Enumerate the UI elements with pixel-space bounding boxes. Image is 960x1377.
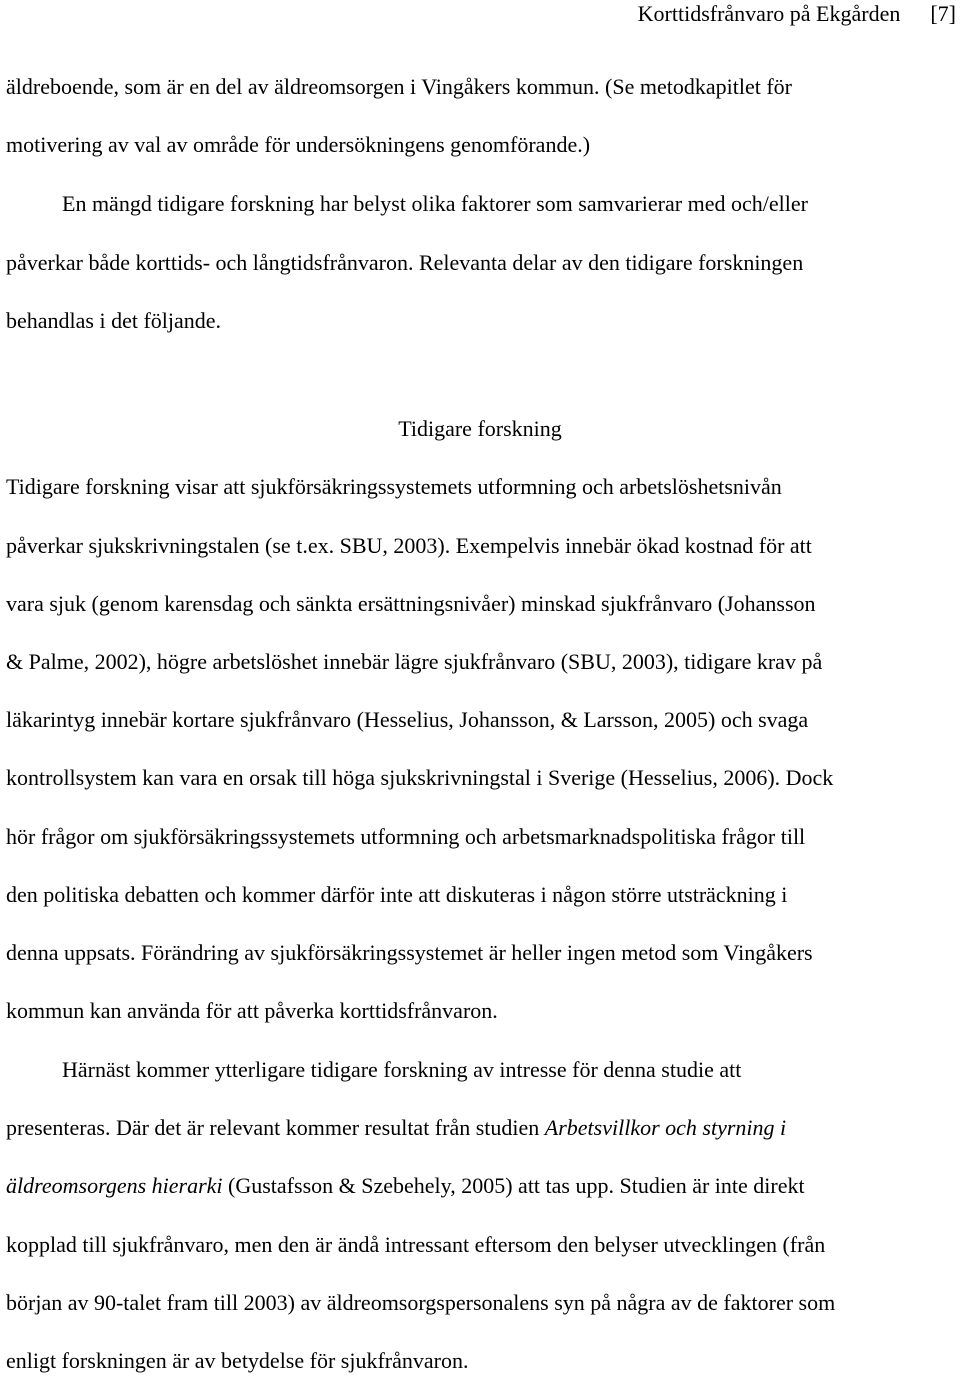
text-line: Tidigare forskning visar att sjukförsäkringssystemets utformning och arbetslöshetsnivån: [6, 474, 782, 499]
text-line: påverkar sjukskrivningstalen (se t.ex. SBU, 2003). Exempelvis innebär ökad kostnad för att: [6, 533, 812, 558]
text-line: [6, 1171, 805, 1201]
text-line: enligt forskningen är av betydelse för sjukfrånvaron.: [6, 1348, 469, 1373]
text-line: kontrollsystem kan vara en orsak till höga sjukskrivningstal i Sverige (Hesselius, 2006). Dock: [6, 765, 834, 790]
text-segment: (Gustafsson & Szebehely, 2005) att tas upp. Studien är inte direkt: [222, 1173, 805, 1198]
text-line: den politiska debatten och kommer därför inte att diskuteras i någon större utsträckning i: [6, 882, 788, 907]
page-number: [7]: [930, 1, 956, 26]
text-line: hör frågor om sjukförsäkringssystemets utformning och arbetsmarknadspolitiska frågor till: [6, 824, 806, 849]
text-segment: presenteras. Där det är relevant kommer resultat från studien: [6, 1115, 545, 1140]
study-title-part-2: äldreomsorgens hierarki: [6, 1173, 223, 1198]
study-title-part-1: Arbetsvillkor och styrning i: [544, 1115, 787, 1140]
text-line: läkarintyg innebär kortare sjukfrånvaro (Hesselius, Johansson, & Larsson, 2005) och svaga: [6, 707, 809, 732]
text-line: En mängd tidigare forskning har belyst olika faktorer som samvarierar med och/eller: [62, 191, 808, 216]
text-line: behandlas i det följande.: [6, 308, 222, 333]
text-line: [6, 1113, 786, 1143]
text-line: denna uppsats. Förändring av sjukförsäkringssystemet är heller ingen metod som Vingåkers: [6, 940, 813, 965]
text-line: kommun kan använda för att påverka korttidsfrånvaron.: [6, 998, 498, 1023]
text-line: vara sjuk (genom karensdag och sänkta ersättningsnivåer) minskad sjukfrånvaro (Johansson: [6, 591, 816, 616]
text-line: & Palme, 2002), högre arbetslöshet innebär lägre sjukfrånvaro (SBU, 2003), tidigare krav på: [6, 649, 823, 674]
text-line: Härnäst kommer ytterligare tidigare forskning av intresse för denna studie att: [62, 1057, 742, 1082]
page-header: [638, 0, 956, 28]
text-line: kopplad till sjukfrånvaro, men den är ändå intressant eftersom den belyser utvecklingen (från: [6, 1232, 826, 1257]
text-line: äldreboende, som är en del av äldreomsorgen i Vingåkers kommun. (Se metodkapitlet för: [6, 74, 792, 99]
text-line: början av 90-talet fram till 2003) av äldreomsorgspersonalens syn på några av de faktorer som: [6, 1290, 836, 1315]
text-line: motivering av val av område för undersökningens genomförande.): [6, 132, 591, 157]
section-heading: Tidigare forskning: [398, 416, 562, 441]
text-line: påverkar både korttids- och långtidsfrånvaron. Relevanta delar av den tidigare forskningen: [6, 250, 804, 275]
header-title: Korttidsfrånvaro på Ekgården: [637, 1, 901, 26]
